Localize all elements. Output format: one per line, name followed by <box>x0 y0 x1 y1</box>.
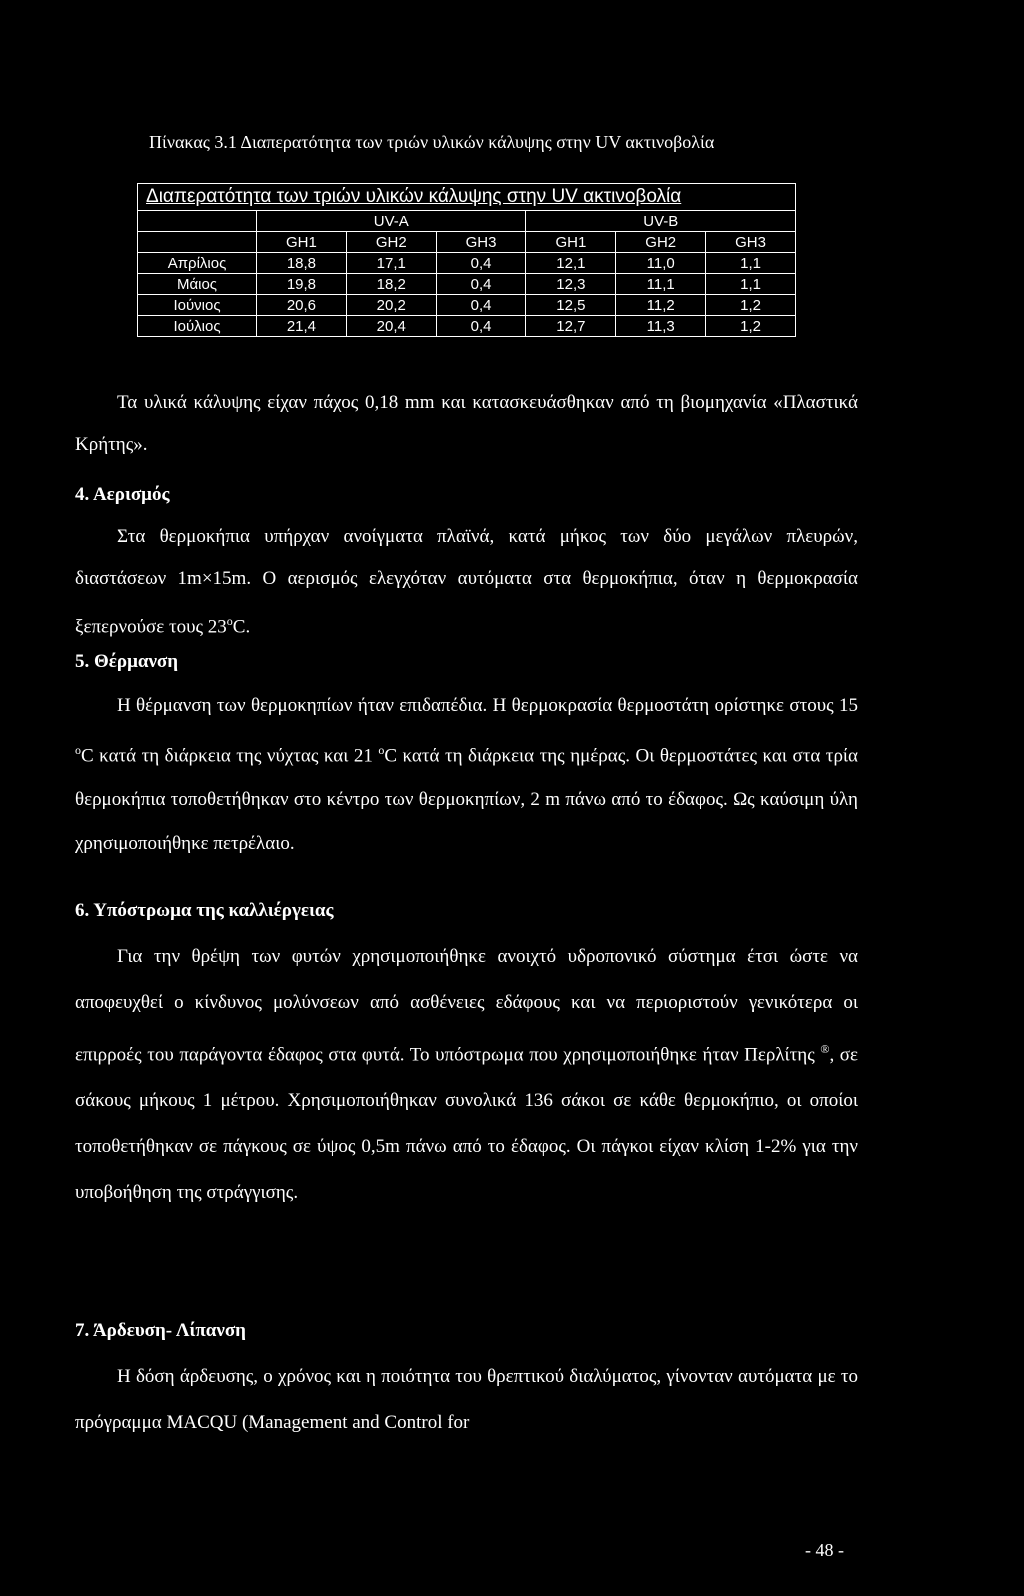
degree-mark: o <box>378 743 385 757</box>
section-paragraph <box>75 684 858 866</box>
uv-table-wrapper <box>137 183 796 337</box>
table-cell: 11,2 <box>616 295 706 316</box>
page-number: - 48 - <box>805 1540 844 1560</box>
section-ventilation <box>75 474 858 648</box>
table-caption: Πίνακας 3.1 Διαπερατότητα των τριών υλικών κάλυψης στην UV ακτινοβολία <box>149 132 715 152</box>
subheader-empty-cell <box>138 232 257 253</box>
paragraph-text: C. <box>232 616 251 638</box>
table-cell: 1,1 <box>706 253 796 274</box>
table-cell: 12,7 <box>526 316 616 337</box>
table-cell: 1,2 <box>706 295 796 316</box>
table-cell: 20,6 <box>257 295 347 316</box>
table-cell: 21,4 <box>257 316 347 337</box>
section-paragraph: Η δόση άρδευσης, ο χρόνος και η ποιότητα του θρεπτικού διαλύματος, γίνονταν αυτόματα με το πρόγραμμα MACQU (Management and Control for <box>75 1366 858 1433</box>
header-empty-cell <box>138 211 257 232</box>
degree-mark: o <box>75 743 81 757</box>
table-row <box>138 253 796 274</box>
table-cell: 12,3 <box>526 274 616 295</box>
table-cell: 0,4 <box>436 274 526 295</box>
materials-paragraph: Τα υλικά κάλυψης είχαν πάχος 0,18 mm και κατασκευάσθηκαν από τη βιομηχανία «Πλαστικά Κρήτης». <box>75 392 858 455</box>
header-uvb: UV-B <box>526 211 796 232</box>
row-month: Ιούλιος <box>138 316 257 337</box>
table-cell: 11,3 <box>616 316 706 337</box>
table-cell: 20,2 <box>346 295 436 316</box>
section-heating <box>75 640 858 866</box>
table-cell: 11,1 <box>616 274 706 295</box>
paragraph-text: , σε σάκους μήκους 1 μέτρου. Χρησιμοποιήθηκαν συνολικά 136 σάκοι σε κάθε θερμοκήπιο, οι οποίοι τοποθετήθηκαν σε πάγκους σε ύψος 0,5m πάνω από το έδαφος. Οι πάγκοι είχαν κλίση 1-2% για την υποβοήθηση της στράγγισης. <box>75 1044 858 1204</box>
table-cell: 1,2 <box>706 316 796 337</box>
table-cell: 19,8 <box>257 274 347 295</box>
paragraph-text: C κατά τη διάρκεια της ημέρας. Οι θερμοστάτες και στα τρία θερμοκήπια τοποθετήθηκαν στο κέντρο των θερμοκηπίων, 2 m πάνω από το έδαφος. Ως καύσιμη ύλη χρησιμοποιήθηκε πετρέλαιο. <box>75 745 858 855</box>
subheader-cell: GH1 <box>257 232 347 253</box>
section-heading: 7. Άρδευση- Λίπανση <box>75 1320 246 1341</box>
subheader-cell: GH3 <box>706 232 796 253</box>
table-row <box>138 295 796 316</box>
table-cell: 12,5 <box>526 295 616 316</box>
table-cell: 1,1 <box>706 274 796 295</box>
section-heading: 6. Υπόστρωμα της καλλιέργειας <box>75 900 334 921</box>
degree-mark: o <box>226 614 233 628</box>
row-month: Μάιος <box>138 274 257 295</box>
registered-mark: ® <box>820 1042 830 1056</box>
section-heading: 5. Θέρμανση <box>75 651 179 672</box>
paragraph-text: C κατά τη διάρκεια της νύχτας και 21 <box>81 745 379 767</box>
table-row <box>138 274 796 295</box>
subheader-cell: GH2 <box>346 232 436 253</box>
table-row <box>138 316 796 337</box>
row-month: Ιούνιος <box>138 295 257 316</box>
table-cell: 0,4 <box>436 253 526 274</box>
subheader-cell: GH3 <box>436 232 526 253</box>
table-cell: 17,1 <box>346 253 436 274</box>
subheader-cell: GH2 <box>616 232 706 253</box>
row-month: Απρίλιος <box>138 253 257 274</box>
section-paragraph <box>75 934 858 1216</box>
uv-transmittance-table <box>137 183 796 337</box>
table-title: Διαπερατότητα των τριών υλικών κάλυψης στην UV ακτινοβολία <box>138 184 796 211</box>
table-cell: 18,2 <box>346 274 436 295</box>
section-paragraph <box>75 516 858 648</box>
section-substrate <box>75 888 858 1216</box>
table-cell: 18,8 <box>257 253 347 274</box>
table-cell: 12,1 <box>526 253 616 274</box>
subheader-cell: GH1 <box>526 232 616 253</box>
section-irrigation <box>75 1308 858 1446</box>
table-cell: 11,0 <box>616 253 706 274</box>
section-heading: 4. Αερισμός <box>75 484 170 505</box>
paragraph-text: Στα θερμοκήπια υπήρχαν ανοίγματα πλαϊνά, κατά μήκος των δύο μεγάλων πλευρών, διαστάσεων 1m×15m. Ο αερισμός ελεγχόταν αυτόματα στα θερμοκήπια, όταν η θερμοκρασία ξεπερνούσε τους 23 <box>75 526 858 638</box>
materials-section <box>75 382 858 466</box>
table-cell: 0,4 <box>436 316 526 337</box>
paragraph-text: Η θέρμανση των θερμοκηπίων ήταν επιδαπέδια. Η θερμοκρασία θερμοστάτη ορίστηκε στους 15 <box>117 695 858 716</box>
table-cell: 20,4 <box>346 316 436 337</box>
table-cell: 0,4 <box>436 295 526 316</box>
header-uva: UV-A <box>257 211 526 232</box>
paragraph-text: Για την θρέψη των φυτών χρησιμοποιήθηκε ανοιχτό υδροπονικό σύστημα έτσι ώστε να αποφευχθεί ο κίνδυνος μολύνσεων από ασθένειες εδάφους και να περιοριστούν γενικότερα οι επιρροές του παράγοντα έδαφος στα φυτά. Το υπόστρωμα που χρησιμοποιήθηκε ήταν Περλίτης <box>75 946 858 1066</box>
